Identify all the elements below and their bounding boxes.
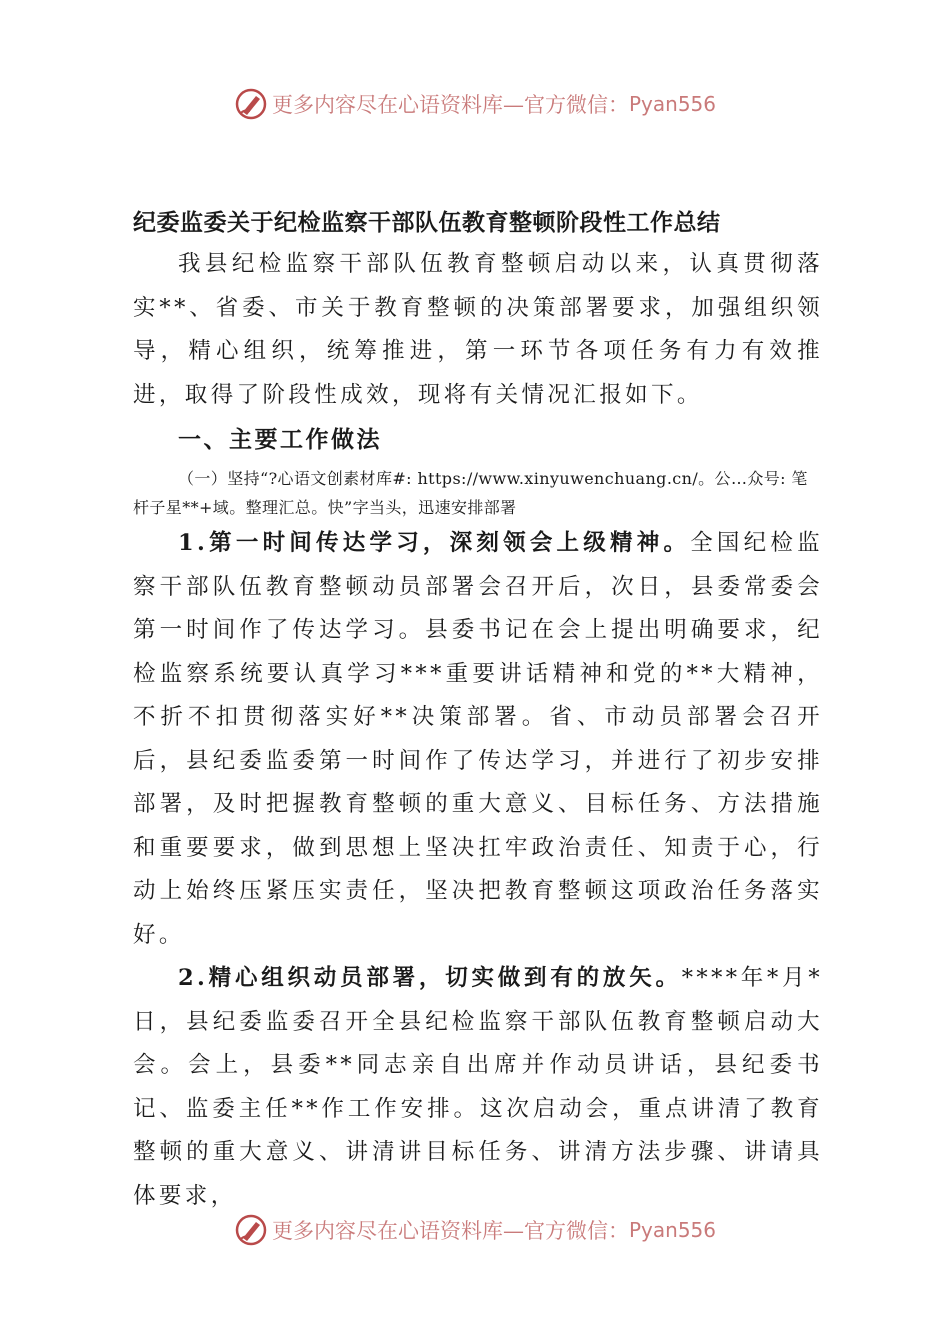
- item-1-paragraph: [133, 522, 823, 957]
- watermark-banner-top: [0, 84, 950, 124]
- watermark-text: 更多内容尽在心语资料库—官方微信：: [271, 1219, 629, 1243]
- item-1-body: 全国纪检监察干部队伍教育整顿动员部署会召开后，次日，县委常委会第一时间作了传达学习。县委书记在会上提出明确要求，纪检监察系统要认真学习***重要讲话精神和党的**大精神，不折不扣贯彻落实好**决策部署。省、市动员部署会召开后，县纪委监委第一时间作了传达学习，并进行了初步安排部署，及时把握教育整顿的重大意义、目标任务、方法措施和重要要求，做到思想上坚决扛牢政治责任、知责于心，行动上始终压紧压实责任，坚决把教育整顿这项政治任务落实好。: [133, 530, 823, 948]
- pen-logo-icon: [234, 1213, 268, 1247]
- section-heading-1: 一、主要工作做法: [178, 426, 382, 453]
- item-2-paragraph: [133, 957, 823, 1218]
- document-title: 纪委监委关于纪检监察干部队伍教育整顿阶段性工作总结: [133, 209, 721, 236]
- subsection-heading-1: （一）坚持“?心语文创素材库#: https://www.xinyuwenchuang.cn/。公…众号: 笔杆子星**+域。整理汇总。快”字当头，迅速安排部署: [133, 469, 808, 517]
- item-2-heading: 2.精心组织动员部署，切实做到有的放矢。: [178, 965, 682, 991]
- item-1-heading: 1.第一时间传达学习，深刻领会上级精神。: [178, 530, 691, 556]
- watermark-id: Pyan556: [628, 92, 716, 116]
- document-body: [133, 203, 823, 1218]
- intro-paragraph: 我县纪检监察干部队伍教育整顿启动以来，认真贯彻落实**、省委、市关于教育整顿的决策部署要求，加强组织领导，精心组织，统筹推进，第一环节各项任务有力有效推进，取得了阶段性成效，现将有关情况汇报如下。: [133, 251, 823, 408]
- watermark-id: Pyan556: [628, 1218, 716, 1242]
- item-2-body: ****年*月*日，县纪委监委召开全县纪检监察干部队伍教育整顿启动大会。会上，县委**同志亲自出席并作动员讲话，县纪委书记、监委主任**作工作安排。这次启动会，重点讲清了教育整顿的重大意义、讲清讲目标任务、讲清方法步骤、讲请具体要求，: [133, 965, 823, 1209]
- watermark-text: 更多内容尽在心语资料库—官方微信：: [271, 93, 629, 117]
- pen-logo-icon: [234, 87, 268, 121]
- watermark-banner-bottom: [0, 1210, 950, 1250]
